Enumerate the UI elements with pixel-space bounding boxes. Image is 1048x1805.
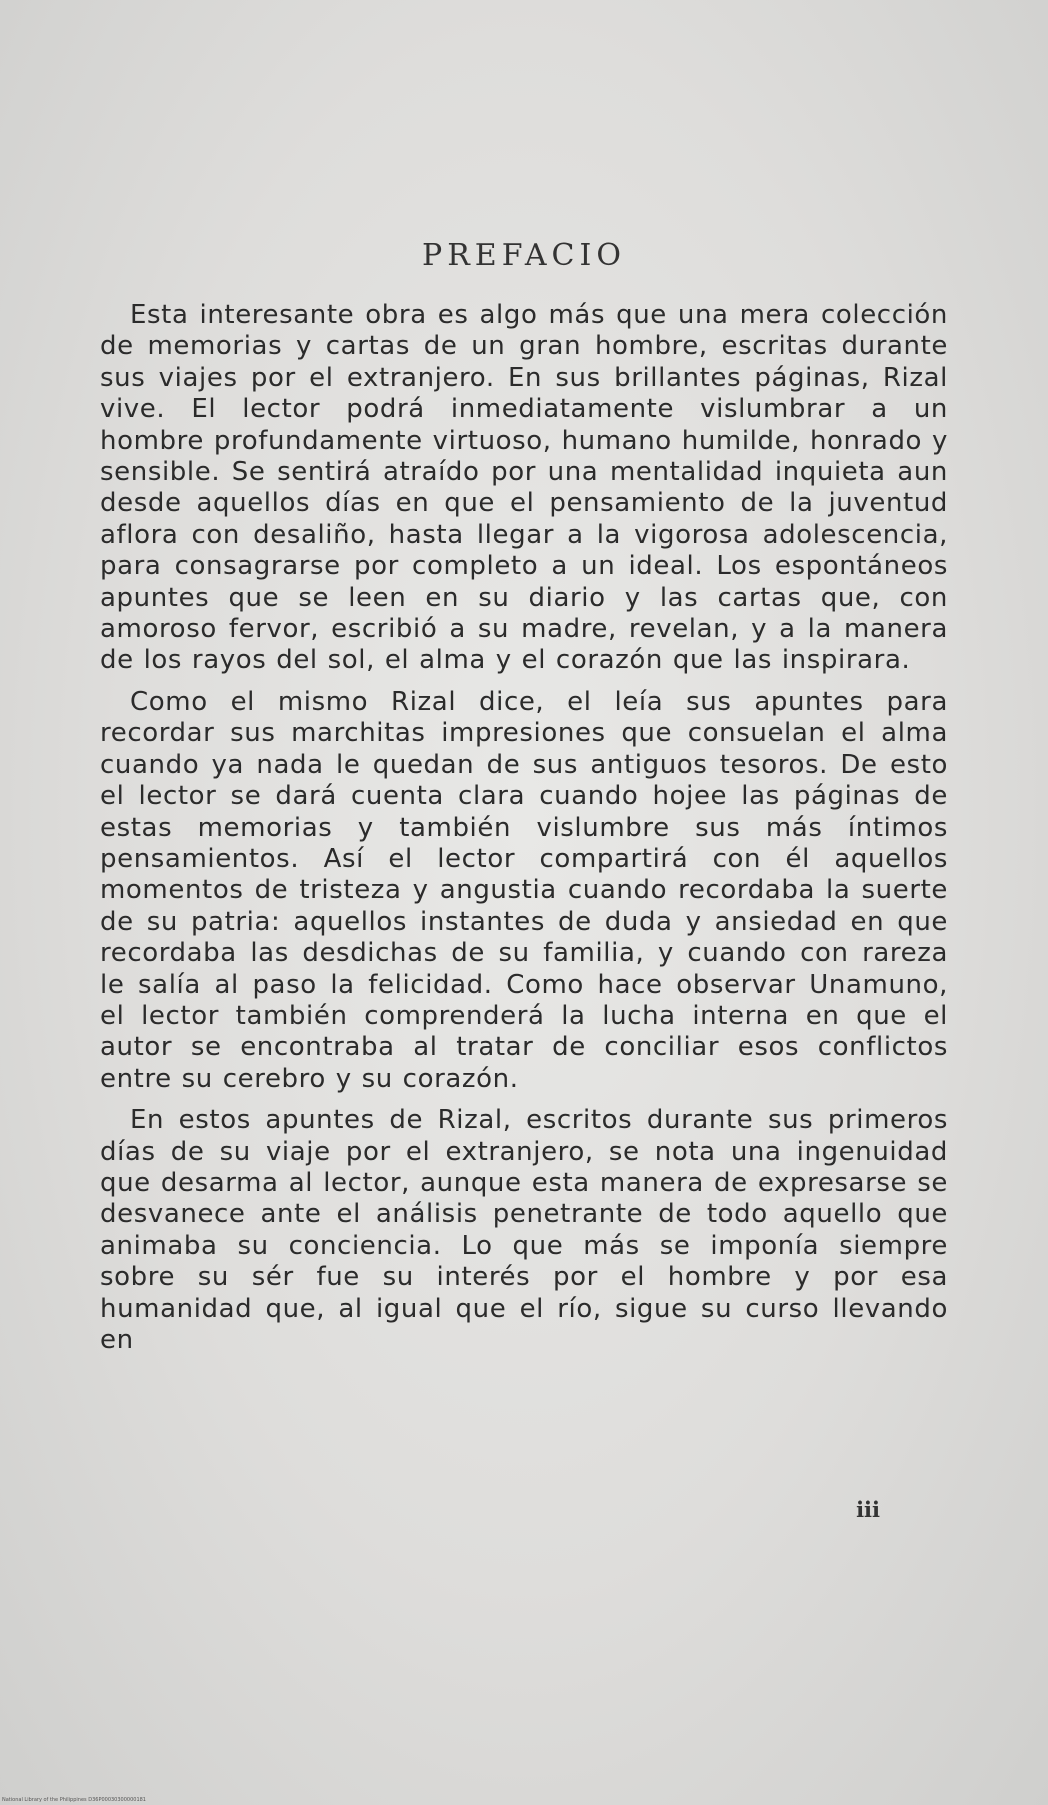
paragraph-3: En estos apuntes de Rizal, escritos durante sus primeros días de su viaje por el extranjero, se nota una ingenuidad que desarma al lector, aunque esta manera de expresarse se desvanece ante el análisis penetrante de todo aquello que animaba su conciencia. Lo que más se imponía siempre sobre su sér fue su interés por el hombre y por esa humanidad que, al igual que el río, sigue su curso llevando en: [100, 1105, 948, 1355]
body-text: [100, 300, 948, 1366]
page-number: iii: [856, 1497, 880, 1522]
footer-credit: National Library of the Philippines D36P00030300000181: [2, 1797, 146, 1803]
paragraph-2: Como el mismo Rizal dice, el leía sus apuntes para recordar sus marchitas impresiones que consuelan el alma cuando ya nada le quedan de sus antiguos tesoros. De esto el lector se dará cuenta clara cuando hojee las páginas de estas memorias y también vislumbre sus más íntimos pensamientos. Así el lector compartirá con él aquellos momentos de tristeza y angustia cuando recordaba la suerte de su patria: aquellos instantes de duda y ansiedad en que recordaba las desdichas de su familia, y cuando con rareza le salía al paso la felicidad. Como hace observar Unamuno, el lector también comprenderá la lucha interna en que el autor se encontraba al tratar de conciliar esos conflictos entre su cerebro y su corazón.: [100, 686, 948, 1094]
paragraph-1: Esta interesante obra es algo más que una mera colección de memorias y cartas de un gran hombre, escritas durante sus viajes por el extranjero. En sus brillantes páginas, Rizal vive. El lector podrá inmediatamente vislumbrar a un hombre profundamente virtuoso, humano humilde, honrado y sensible. Se sentirá atraído por una mentalidad inquieta aun desde aquellos días en que el pensamiento de la juventud aflora con desaliño, hasta llegar a la vigorosa adolescencia, para consagrarse por completo a un ideal. Los espontáneos apuntes que se leen en su diario y las cartas que, con amoroso fervor, escribió a su madre, revelan, y a la manera de los rayos del sol, el alma y el corazón que las inspirara.: [100, 300, 948, 676]
page-title: PREFACIO: [422, 238, 626, 273]
